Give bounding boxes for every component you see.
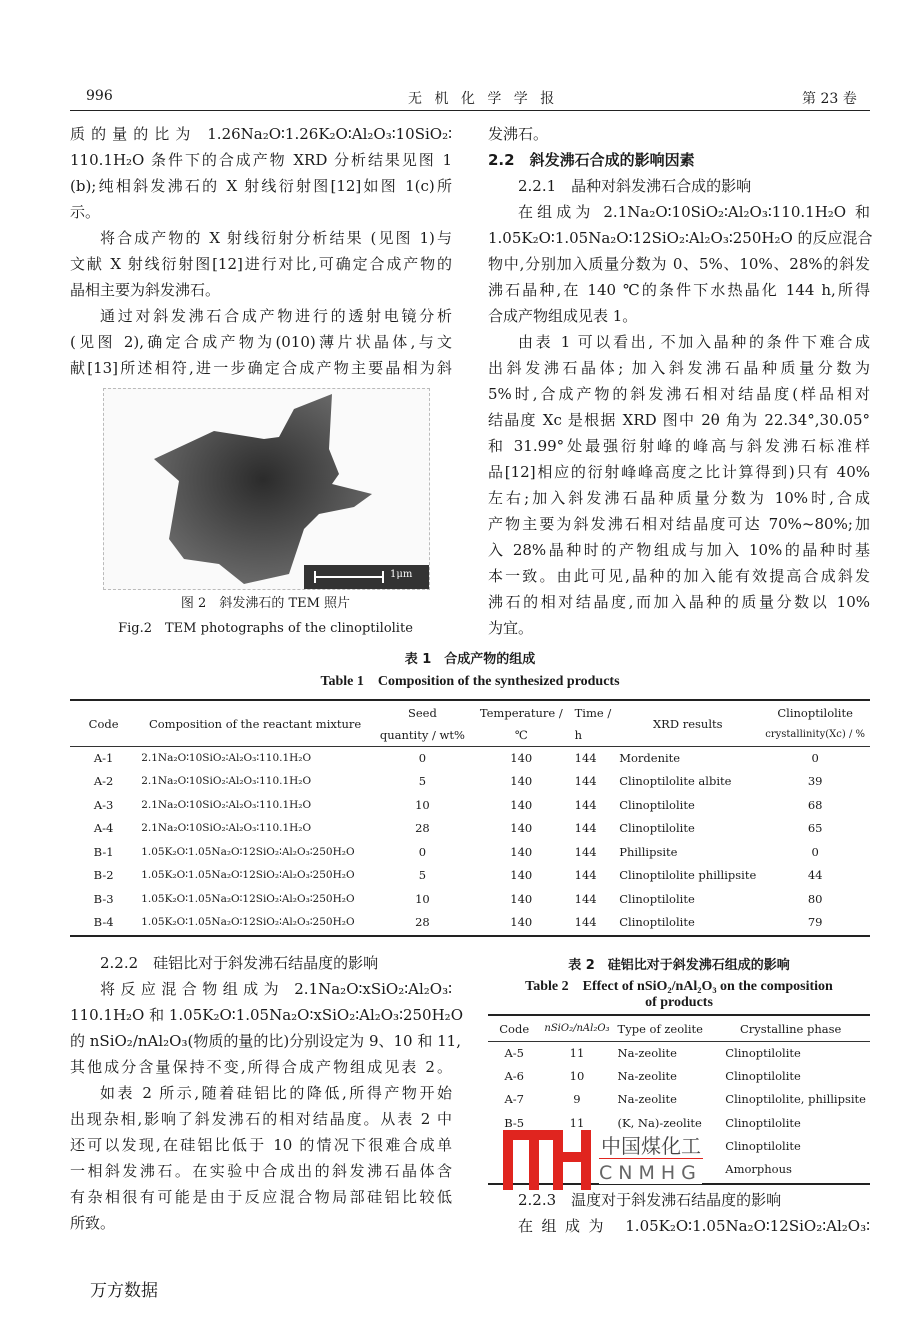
table-row — [70, 746, 870, 770]
left-column-bottom — [70, 950, 463, 1236]
cell-cryst: 80 — [807, 891, 823, 906]
cell-temp: 140 — [510, 891, 533, 906]
table2-top-rule — [488, 1014, 870, 1016]
table1 — [70, 702, 870, 934]
cell-phase: Amorphous — [725, 1162, 792, 1177]
table-row — [70, 770, 870, 794]
header-rule — [70, 110, 870, 111]
table1-title-en: Table 1 Composition of the synthesized products — [320, 674, 620, 689]
text-line: 结晶度 Xc 是根据 XRD 图中 2θ 角为 22.34°,30.05° — [488, 411, 870, 429]
cell-type: Na-zeolite — [617, 1045, 677, 1060]
text-line: 在组成为 1.05K₂O∶1.05Na₂O∶12SiO₂∶Al₂O₃∶ — [518, 1217, 870, 1235]
cell-phase: Clinoptilolite — [725, 1045, 801, 1060]
cell-ratio: 11 — [569, 1045, 585, 1060]
tem-photograph — [103, 388, 430, 590]
section-heading: 2.2 斜发沸石合成的影响因素 — [488, 151, 695, 169]
text-line: 产物主要为斜发沸石相对结晶度可达 70%~80%;加 — [488, 515, 870, 533]
figure-caption-cn: 图 2 斜发沸石的 TEM 照片 — [180, 596, 351, 611]
right-column-bottom — [488, 1187, 870, 1239]
table-row — [488, 1064, 870, 1087]
text-line: 出斜发沸石晶体; 加入斜发沸石晶种质量分数为 — [488, 359, 870, 377]
col-header-crystallinity: Clinoptilolite — [777, 706, 853, 720]
subsection-heading: 2.2.1 晶种对斜发沸石合成的影响 — [518, 177, 752, 195]
cell-comp: 1.05K₂O∶1.05Na₂O∶12SiO₂∶Al₂O₃∶250H₂O — [141, 916, 355, 929]
cell-cryst: 65 — [807, 821, 823, 836]
table-row — [70, 864, 870, 888]
cell-cryst: 44 — [807, 868, 823, 883]
text-line: 入 28%晶种时的产物组成与加入 10%的晶种时基 — [488, 541, 870, 559]
table1-bottom-rule — [70, 935, 870, 937]
cell-time: 144 — [574, 915, 597, 930]
cell-time: 144 — [574, 797, 597, 812]
col-header-temperature: Temperature / — [479, 706, 563, 720]
text-line: (见图 2),确定合成产物为(010)薄片状晶体,与文 — [70, 333, 452, 351]
table1-top-rule — [70, 699, 870, 701]
cell-cryst: 0 — [811, 751, 819, 765]
text-line: (b);纯相斜发沸石的 X 射线衍射图[12]如图 1(c)所 — [70, 177, 452, 195]
col-header-time: Time / — [574, 706, 612, 720]
cell-xrd: Clinoptilolite phillipsite — [619, 868, 757, 883]
cell-code: B-1 — [93, 844, 114, 859]
cell-time: 144 — [574, 868, 597, 883]
col-header-temperature-unit: ℃ — [514, 727, 528, 742]
text-line: 本一致。由此可见,晶种的加入能有效提高合成斜发 — [488, 567, 870, 585]
cell-xrd: Clinoptilolite — [619, 821, 695, 836]
cell-comp: 1.05K₂O∶1.05Na₂O∶12SiO₂∶Al₂O₃∶250H₂O — [141, 892, 355, 905]
text-line: 沸石晶种,在 140 ℃的条件下水热晶化 144 h,所得 — [488, 281, 870, 299]
volume-label: 第 23 卷 — [802, 91, 857, 107]
col-header-seed-unit: quantity / wt% — [379, 727, 465, 742]
text-line: 出现杂相,影响了斜发沸石的相对结晶度。从表 2 中 — [70, 1110, 452, 1128]
table1-title-cn: 表 1 合成产物的组成 — [404, 652, 536, 667]
cell-code: A-5 — [504, 1045, 524, 1060]
cell-xrd: Clinoptilolite albite — [619, 774, 732, 789]
cell-xrd: Phillipsite — [619, 844, 678, 859]
cell-cryst: 0 — [811, 844, 819, 859]
text-line: 将反应混合物组成为 2.1Na₂O∶xSiO₂∶Al₂O₃∶ — [100, 980, 452, 998]
cell-cryst: 39 — [807, 774, 823, 789]
cell-comp: 1.05K₂O∶1.05Na₂O∶12SiO₂∶Al₂O₃∶250H₂O — [141, 869, 355, 882]
col-header-xrd: XRD results — [652, 716, 723, 731]
col-header-code: Code — [88, 716, 119, 731]
text-line: 其他成分含量保持不变,所得合成产物组成见表 2。 — [70, 1058, 452, 1076]
text-line: 品[12]相应的衍射峰峰高度之比计算得到)只有 40% — [488, 463, 870, 481]
text-line: 将合成产物的 X 射线衍射分析结果 (见图 1)与 — [100, 229, 452, 247]
cell-seed: 10 — [415, 797, 430, 812]
footer-source: 万方数据 — [90, 1281, 158, 1301]
table-row — [70, 911, 870, 935]
cell-type: (K, Na)-zeolite — [617, 1115, 702, 1130]
cell-temp: 140 — [510, 844, 533, 859]
cell-phase: Clinoptilolite — [725, 1138, 801, 1153]
cell-phase: Clinoptilolite — [725, 1115, 801, 1130]
cell-code: A-3 — [93, 797, 114, 812]
cell-code: A-1 — [93, 751, 114, 765]
col-header-phase: Crystalline phase — [739, 1021, 842, 1036]
text-line: 在组成为 2.1Na₂O∶10SiO₂∶Al₂O₃∶110.1H₂O 和 — [518, 203, 870, 221]
watermark-text-cn: 中国煤化工 — [599, 1130, 703, 1159]
text-line: 物中,分别加入质量分数为 0、5%、10%、28%的斜发 — [488, 255, 870, 273]
col-header-zeolite-type: Type of zeolite — [617, 1021, 703, 1036]
text-line: 质的量的比为 1.26Na₂O∶1.26K₂O∶Al₂O₃∶10SiO₂∶ — [70, 125, 452, 143]
cell-ratio: 11 — [569, 1115, 585, 1130]
cell-code: B-2 — [93, 868, 114, 883]
text-line: 示。 — [70, 203, 101, 221]
cell-seed: 0 — [418, 751, 427, 765]
cell-code: B-5 — [504, 1115, 525, 1130]
cell-code: A-6 — [504, 1068, 524, 1083]
cell-time: 144 — [574, 821, 597, 836]
col-header-time-unit: h — [574, 727, 583, 742]
text-line: 的 nSiO₂/nAl₂O₃(物质的量的比)分别设定为 9、10 和 11, — [70, 1032, 461, 1050]
page-number: 996 — [86, 88, 113, 104]
col-header-crystallinity-unit: crystallinity(Xc) / % — [765, 729, 866, 741]
left-column-top — [70, 121, 452, 381]
text-line: 文献 X 射线衍射图[12]进行对比,可确定合成产物的 — [70, 255, 452, 273]
text-line: 晶相主要为斜发沸石。 — [70, 281, 221, 299]
cell-time: 144 — [574, 774, 597, 789]
cell-comp: 2.1Na₂O∶10SiO₂∶Al₂O₃∶110.1H₂O — [141, 775, 312, 788]
text-line: 如表 2 所示,随着硅铝比的降低,所得产物开始 — [100, 1084, 452, 1102]
cell-cryst: 68 — [807, 797, 823, 812]
table2-title-cn: 表 2 硅铝比对于斜发沸石组成的影响 — [568, 958, 790, 973]
text-line: 有杂相很有可能是由于反应混合物局部硅铝比较低 — [70, 1188, 452, 1206]
watermark-logo — [503, 1130, 703, 1192]
text-line: 献[13]所述相符,进一步确定合成产物主要晶相为斜 — [70, 359, 452, 377]
cell-temp: 140 — [510, 797, 533, 812]
table-row — [488, 1041, 870, 1064]
cell-temp: 140 — [510, 915, 533, 930]
col-header-ratio: nSiO₂/nAl₂O₃ — [544, 1023, 610, 1035]
cell-xrd: Clinoptilolite — [619, 915, 695, 930]
journal-title: 无 机 化 学 学 报 — [408, 91, 559, 107]
text-line: 为宜。 — [488, 619, 534, 637]
cell-code: B-3 — [93, 891, 114, 906]
table-row — [70, 793, 870, 817]
cell-seed: 0 — [418, 844, 427, 859]
cell-phase: Clinoptilolite — [725, 1068, 801, 1083]
table-row — [70, 817, 870, 841]
cnmhg-logo-icon — [503, 1130, 593, 1190]
cell-cryst: 79 — [807, 915, 823, 930]
text-line: 左右;加入斜发沸石晶种质量分数为 10%时,合成 — [488, 489, 870, 507]
cell-code: A-7 — [504, 1092, 524, 1107]
cell-xrd: Clinoptilolite — [619, 891, 695, 906]
cell-comp: 2.1Na₂O∶10SiO₂∶Al₂O₃∶110.1H₂O — [141, 798, 312, 811]
text-line: 和 31.99°处最强衍射峰的峰高与斜发沸石标准样 — [488, 437, 870, 455]
cell-temp: 140 — [510, 868, 533, 883]
scale-bar — [304, 565, 429, 589]
cell-comp: 1.05K₂O∶1.05Na₂O∶12SiO₂∶Al₂O₃∶250H₂O — [141, 845, 355, 858]
col-header-code: Code — [499, 1021, 530, 1036]
table-row — [70, 887, 870, 911]
col-header-seed: Seed — [407, 706, 437, 720]
cell-seed: 5 — [418, 868, 427, 883]
text-line: 通过对斜发沸石合成产物进行的透射电镜分析 — [100, 307, 452, 325]
cell-time: 144 — [574, 844, 597, 859]
cell-time: 144 — [574, 751, 597, 765]
subsection-heading: 2.2.3 温度对于斜发沸石结晶度的影响 — [518, 1191, 782, 1209]
right-column-top — [488, 121, 873, 641]
cell-code: A-4 — [93, 821, 114, 836]
cell-type: Na-zeolite — [617, 1068, 677, 1083]
cell-seed: 10 — [415, 891, 430, 906]
cell-code: A-2 — [93, 774, 114, 789]
text-line: 沸石的相对结晶度,而加入晶种的质量分数以 10% — [488, 593, 870, 611]
crystal-image — [104, 389, 429, 589]
cell-temp: 140 — [510, 774, 533, 789]
table-row — [488, 1088, 870, 1111]
cell-temp: 140 — [510, 821, 533, 836]
cell-time: 144 — [574, 891, 597, 906]
text-line: 由表 1 可以看出, 不加入晶种的条件下难合成 — [518, 333, 870, 351]
cell-seed: 28 — [415, 821, 430, 836]
cell-ratio: 10 — [569, 1068, 585, 1083]
figure-caption-en: Fig.2 TEM photographs of the clinoptilolite — [118, 621, 413, 636]
cell-type: Na-zeolite — [617, 1092, 677, 1107]
subsection-heading: 2.2.2 硅铝比对于斜发沸石结晶度的影响 — [100, 954, 379, 972]
cell-xrd: Clinoptilolite — [619, 797, 695, 812]
text-line: 110.1H₂O 和 1.05K₂O∶1.05Na₂O∶xSiO₂∶Al₂O₃∶250H₂O — [70, 1006, 463, 1024]
cell-phase: Clinoptilolite, phillipsite — [725, 1092, 866, 1107]
text-line: 5%时,合成产物的斜发沸石相对结晶度(样品相对 — [488, 385, 870, 403]
text-line: 所致。 — [70, 1214, 116, 1232]
text-line: 一相斜发沸石。在实验中合成出的斜发沸石晶体含 — [70, 1162, 452, 1180]
cell-seed: 28 — [415, 915, 430, 930]
watermark-text-en: CNMHG — [599, 1162, 702, 1184]
cell-xrd: Mordenite — [619, 751, 681, 765]
cell-code: B-4 — [93, 915, 114, 930]
cell-comp: 2.1Na₂O∶10SiO₂∶Al₂O₃∶110.1H₂O — [141, 822, 312, 835]
scale-label: 1μm — [390, 569, 413, 580]
text-line: 1.05K₂O∶1.05Na₂O∶12SiO₂∶Al₂O₃∶250H₂O 的反应混合 — [488, 229, 873, 247]
cell-comp: 2.1Na₂O∶10SiO₂∶Al₂O₃∶110.1H₂O — [141, 752, 312, 764]
col-header-composition: Composition of the reactant mixture — [148, 716, 362, 731]
table2-title-en-cont: of products — [645, 995, 713, 1010]
text-line: 110.1H₂O 条件下的合成产物 XRD 分析结果见图 1 — [70, 151, 452, 169]
cell-seed: 5 — [418, 774, 427, 789]
text-line: 合成产物组成见表 1。 — [488, 307, 638, 325]
cell-ratio: 9 — [573, 1092, 581, 1107]
text-line: 还可以发现,在硅铝比低于 10 的情况下很难合成单 — [70, 1136, 452, 1154]
text-line: 发沸石。 — [488, 125, 549, 143]
table2-title-en: Table 2 Effect of nSiO₂/nAl₂O₃ on the composition — [525, 979, 833, 994]
table-row — [70, 840, 870, 864]
cell-temp: 140 — [510, 751, 533, 765]
